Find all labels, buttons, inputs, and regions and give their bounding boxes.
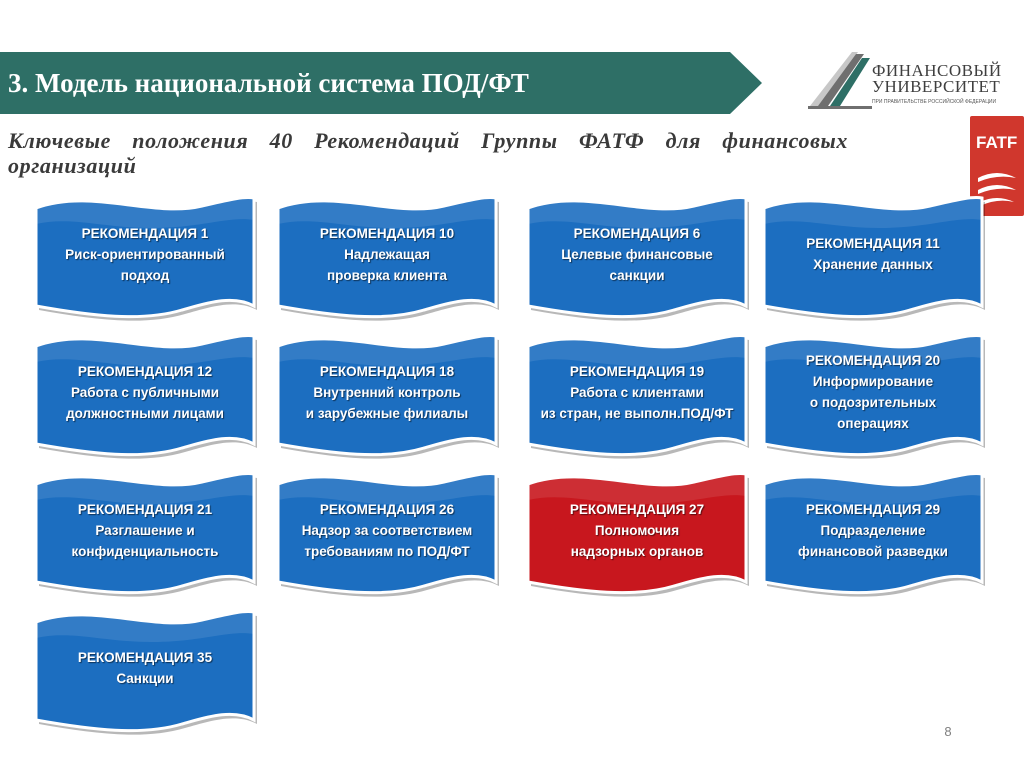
recommendation-flag	[524, 470, 750, 600]
university-subtitle: ПРИ ПРАВИТЕЛЬСТВЕ РОССИЙСКОЙ ФЕДЕРАЦИИ	[872, 99, 997, 105]
recommendation-text: Целевые финансовые	[561, 247, 713, 262]
recommendation-text: операциях	[837, 416, 909, 431]
recommendation-text: подход	[120, 268, 170, 283]
recommendation-text: требованиям по ПОД/ФТ	[304, 544, 470, 559]
recommendation-text: должностными лицами	[66, 406, 224, 421]
recommendation-text: Санкции	[116, 671, 174, 686]
recommendation-heading: РЕКОМЕНДАЦИЯ 27	[569, 502, 705, 517]
flag-label	[524, 361, 750, 424]
recommendation-heading: РЕКОМЕНДАЦИЯ 21	[77, 502, 213, 517]
flag-label	[274, 499, 500, 562]
flag-label	[32, 647, 258, 689]
university-logo	[808, 48, 1018, 110]
flag-label	[274, 223, 500, 286]
recommendation-flag	[524, 332, 750, 462]
recommendation-text: Подразделение	[820, 523, 926, 538]
university-name: ФИНАНСОВЫЙ УНИВЕРСИТЕТ	[872, 61, 1002, 96]
recommendation-flag	[524, 194, 750, 324]
title-banner	[0, 52, 762, 114]
flag-label	[760, 233, 986, 275]
recommendation-text: Информирование	[812, 374, 934, 389]
recommendation-heading: РЕКОМЕНДАЦИЯ 29	[805, 502, 941, 517]
recommendation-heading: РЕКОМЕНДАЦИЯ 19	[569, 364, 705, 379]
recommendation-text: Надзор за соответствием	[301, 523, 473, 538]
slide-title: 3. Модель национальной система ПОД/ФТ	[8, 68, 529, 98]
flag-label	[274, 361, 500, 424]
page-number: 8	[944, 724, 952, 739]
university-emblem-icon	[808, 48, 872, 110]
flag-label	[524, 499, 750, 562]
recommendation-flag	[760, 470, 986, 600]
recommendation-flag	[32, 332, 258, 462]
recommendation-heading: РЕКОМЕНДАЦИЯ 20	[805, 353, 941, 368]
recommendation-text: Полномочия	[594, 523, 680, 538]
flag-label	[760, 499, 986, 562]
recommendation-flag	[760, 332, 986, 462]
fatf-logo-text: FATF	[976, 133, 1018, 152]
recommendation-text: конфиденциальность	[71, 544, 219, 559]
recommendation-flag	[32, 194, 258, 324]
flag-label	[32, 223, 258, 286]
recommendation-text: о подозрительных	[809, 395, 937, 410]
recommendation-heading: РЕКОМЕНДАЦИЯ 11	[806, 236, 940, 251]
recommendation-heading: РЕКОМЕНДАЦИЯ 6	[573, 226, 701, 241]
recommendation-heading: РЕКОМЕНДАЦИЯ 18	[319, 364, 455, 379]
recommendation-flag	[32, 470, 258, 600]
recommendation-heading: РЕКОМЕНДАЦИЯ 10	[319, 226, 455, 241]
flag-label	[32, 361, 258, 424]
recommendation-text: надзорных органов	[570, 544, 704, 559]
flag-label	[32, 499, 258, 562]
recommendation-flag	[32, 608, 258, 738]
recommendation-text: Внутренний контроль	[313, 385, 461, 400]
recommendation-text: санкции	[609, 268, 665, 283]
recommendation-text: Надлежащая	[344, 247, 430, 262]
recommendation-text: и зарубежные филиалы	[305, 406, 469, 421]
recommendation-text: проверка клиента	[326, 268, 448, 283]
recommendation-flag	[274, 470, 500, 600]
flag-label	[524, 223, 750, 286]
flag-label	[760, 350, 986, 434]
recommendation-heading: РЕКОМЕНДАЦИЯ 35	[77, 650, 213, 665]
recommendation-text: Работа с клиентами	[570, 385, 704, 400]
recommendation-text: Хранение данных	[813, 257, 933, 272]
recommendation-text: Риск-ориентированный	[65, 247, 225, 262]
recommendation-flag	[274, 332, 500, 462]
recommendation-flag	[760, 194, 986, 324]
slide-subtitle: Ключевые положения 40 Рекомендаций Группы ФАТФ для финансовых организаций	[8, 128, 848, 178]
recommendation-text: из стран, не выполн.ПОД/ФТ	[540, 406, 734, 421]
recommendation-text: финансовой разведки	[798, 544, 948, 559]
recommendation-heading: РЕКОМЕНДАЦИЯ 26	[319, 502, 455, 517]
recommendation-heading: РЕКОМЕНДАЦИЯ 1	[81, 226, 209, 241]
recommendation-text: Разглашение и	[95, 523, 195, 538]
recommendation-heading: РЕКОМЕНДАЦИЯ 12	[77, 364, 213, 379]
recommendation-flag	[274, 194, 500, 324]
recommendation-text: Работа с публичными	[70, 385, 220, 400]
